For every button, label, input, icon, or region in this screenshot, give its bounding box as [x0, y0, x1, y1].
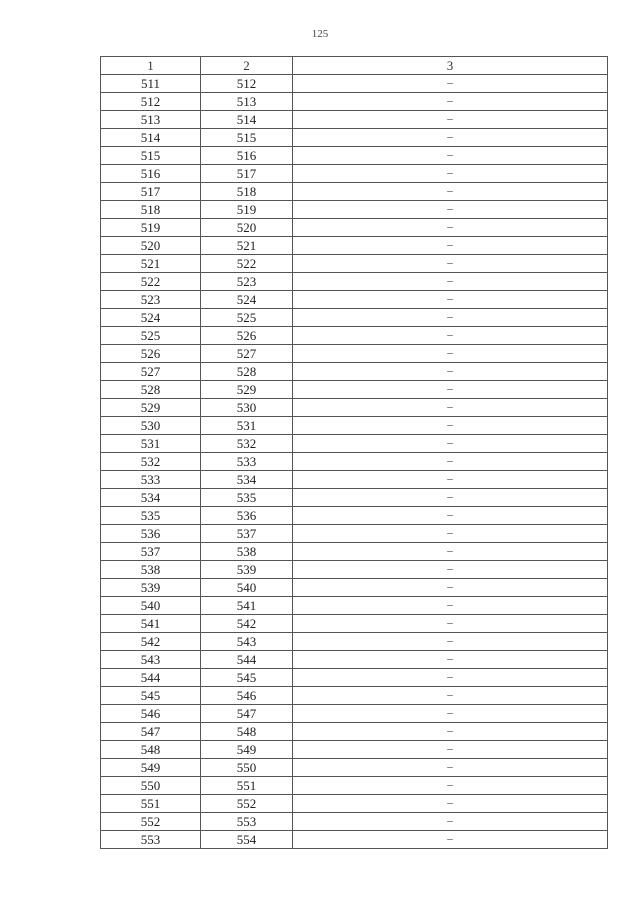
table-cell-col-1: 521 [101, 255, 201, 273]
table-cell-col-2: 535 [201, 489, 293, 507]
table-cell-col-3: – [293, 93, 608, 111]
table-cell-col-2: 527 [201, 345, 293, 363]
table-cell-col-3: – [293, 255, 608, 273]
table-cell-col-2: 542 [201, 615, 293, 633]
table-cell-col-1: 528 [101, 381, 201, 399]
table-cell-col-2: 541 [201, 597, 293, 615]
table-cell-col-2: 536 [201, 507, 293, 525]
table-row [101, 345, 608, 363]
table-cell-col-1: 527 [101, 363, 201, 381]
table-cell-col-1: 526 [101, 345, 201, 363]
table-cell-col-1: 553 [101, 831, 201, 849]
table-cell-col-1: 551 [101, 795, 201, 813]
table-row [101, 813, 608, 831]
table-cell-col-3: – [293, 615, 608, 633]
table-cell-col-2: 534 [201, 471, 293, 489]
table-cell-col-1: 548 [101, 741, 201, 759]
table-cell-col-2: 551 [201, 777, 293, 795]
table-cell-col-3: – [293, 363, 608, 381]
table-cell-col-3: – [293, 813, 608, 831]
table-cell-col-1: 518 [101, 201, 201, 219]
table-cell-col-2: 530 [201, 399, 293, 417]
table-cell-col-1: 552 [101, 813, 201, 831]
table-row [101, 579, 608, 597]
table-row [101, 489, 608, 507]
table-cell-col-1: 513 [101, 111, 201, 129]
table-cell-col-1: 543 [101, 651, 201, 669]
table-row [101, 597, 608, 615]
table-cell-col-3: – [293, 489, 608, 507]
table-cell-col-2: 537 [201, 525, 293, 543]
table-cell-col-2: 544 [201, 651, 293, 669]
table-row [101, 831, 608, 849]
table-cell-col-1: 511 [101, 75, 201, 93]
table-cell-col-1: 549 [101, 759, 201, 777]
table-row [101, 381, 608, 399]
table-cell-col-3: – [293, 831, 608, 849]
table-cell-col-3: – [293, 201, 608, 219]
table-cell-col-3: – [293, 723, 608, 741]
table-body [101, 75, 608, 849]
table-cell-col-3: – [293, 129, 608, 147]
column-header-3: 3 [293, 57, 608, 75]
table-row [101, 795, 608, 813]
table-cell-col-1: 520 [101, 237, 201, 255]
table-cell-col-2: 528 [201, 363, 293, 381]
table-cell-col-3: – [293, 777, 608, 795]
table-cell-col-2: 547 [201, 705, 293, 723]
table-cell-col-2: 515 [201, 129, 293, 147]
table-cell-col-2: 526 [201, 327, 293, 345]
table-cell-col-1: 535 [101, 507, 201, 525]
table-row [101, 147, 608, 165]
table-cell-col-2: 540 [201, 579, 293, 597]
table-cell-col-3: – [293, 633, 608, 651]
table-cell-col-1: 540 [101, 597, 201, 615]
table-cell-col-3: – [293, 507, 608, 525]
table-row [101, 453, 608, 471]
table-row [101, 201, 608, 219]
table-cell-col-3: – [293, 309, 608, 327]
table-cell-col-3: – [293, 219, 608, 237]
table-row [101, 705, 608, 723]
data-table [100, 56, 608, 849]
table-cell-col-2: 517 [201, 165, 293, 183]
table-cell-col-3: – [293, 345, 608, 363]
table-cell-col-1: 541 [101, 615, 201, 633]
table-cell-col-2: 553 [201, 813, 293, 831]
table-cell-col-1: 512 [101, 93, 201, 111]
table-cell-col-2: 532 [201, 435, 293, 453]
table-cell-col-3: – [293, 687, 608, 705]
table-cell-col-2: 549 [201, 741, 293, 759]
table-row [101, 327, 608, 345]
table-header-row [101, 57, 608, 75]
table-row [101, 363, 608, 381]
table-cell-col-3: – [293, 273, 608, 291]
table-row [101, 777, 608, 795]
table-cell-col-3: – [293, 75, 608, 93]
table-row [101, 219, 608, 237]
table-row [101, 633, 608, 651]
table-cell-col-2: 550 [201, 759, 293, 777]
table-row [101, 651, 608, 669]
table-cell-col-2: 552 [201, 795, 293, 813]
table-cell-col-2: 533 [201, 453, 293, 471]
table-cell-col-3: – [293, 597, 608, 615]
table-row [101, 417, 608, 435]
table-cell-col-3: – [293, 327, 608, 345]
table-cell-col-1: 544 [101, 669, 201, 687]
table-cell-col-3: – [293, 741, 608, 759]
table-cell-col-3: – [293, 453, 608, 471]
table-cell-col-2: 524 [201, 291, 293, 309]
table-row [101, 723, 608, 741]
table-cell-col-2: 513 [201, 93, 293, 111]
table-cell-col-2: 548 [201, 723, 293, 741]
table-cell-col-2: 546 [201, 687, 293, 705]
table-cell-col-3: – [293, 543, 608, 561]
table-cell-col-2: 531 [201, 417, 293, 435]
table-cell-col-2: 538 [201, 543, 293, 561]
table-cell-col-3: – [293, 705, 608, 723]
table-row [101, 525, 608, 543]
table-cell-col-3: – [293, 561, 608, 579]
table-row [101, 273, 608, 291]
table-cell-col-3: – [293, 417, 608, 435]
table-cell-col-1: 524 [101, 309, 201, 327]
table-cell-col-3: – [293, 165, 608, 183]
table-cell-col-1: 546 [101, 705, 201, 723]
table-row [101, 111, 608, 129]
table-cell-col-3: – [293, 525, 608, 543]
column-header-2: 2 [201, 57, 293, 75]
table-cell-col-3: – [293, 669, 608, 687]
table-cell-col-1: 537 [101, 543, 201, 561]
table-cell-col-3: – [293, 579, 608, 597]
table-row [101, 309, 608, 327]
table-cell-col-1: 522 [101, 273, 201, 291]
table-cell-col-3: – [293, 471, 608, 489]
table-cell-col-2: 522 [201, 255, 293, 273]
table-row [101, 741, 608, 759]
table-cell-col-2: 516 [201, 147, 293, 165]
table-row [101, 291, 608, 309]
table-row [101, 435, 608, 453]
table-row [101, 183, 608, 201]
table-row [101, 759, 608, 777]
table-cell-col-1: 519 [101, 219, 201, 237]
table-cell-col-2: 545 [201, 669, 293, 687]
table-cell-col-1: 539 [101, 579, 201, 597]
table-cell-col-2: 554 [201, 831, 293, 849]
table-cell-col-2: 523 [201, 273, 293, 291]
table-cell-col-1: 530 [101, 417, 201, 435]
table-cell-col-3: – [293, 111, 608, 129]
table-cell-col-1: 550 [101, 777, 201, 795]
table-cell-col-3: – [293, 651, 608, 669]
table-cell-col-3: – [293, 291, 608, 309]
table-cell-col-1: 514 [101, 129, 201, 147]
table-row [101, 669, 608, 687]
table-cell-col-3: – [293, 399, 608, 417]
table-row [101, 93, 608, 111]
table-cell-col-3: – [293, 237, 608, 255]
table-cell-col-3: – [293, 147, 608, 165]
table-cell-col-1: 515 [101, 147, 201, 165]
table-cell-col-2: 519 [201, 201, 293, 219]
table-cell-col-2: 529 [201, 381, 293, 399]
table-cell-col-1: 547 [101, 723, 201, 741]
table-cell-col-2: 521 [201, 237, 293, 255]
table-row [101, 507, 608, 525]
column-header-1: 1 [101, 57, 201, 75]
table-cell-col-2: 539 [201, 561, 293, 579]
table-cell-col-2: 514 [201, 111, 293, 129]
table-cell-col-3: – [293, 435, 608, 453]
table-cell-col-1: 529 [101, 399, 201, 417]
table-row [101, 75, 608, 93]
table-row [101, 471, 608, 489]
table-cell-col-2: 512 [201, 75, 293, 93]
table-cell-col-1: 545 [101, 687, 201, 705]
table-cell-col-3: – [293, 183, 608, 201]
table-cell-col-2: 525 [201, 309, 293, 327]
table-cell-col-2: 520 [201, 219, 293, 237]
table-row [101, 165, 608, 183]
table-cell-col-3: – [293, 795, 608, 813]
table-cell-col-3: – [293, 381, 608, 399]
table-cell-col-1: 533 [101, 471, 201, 489]
table-cell-col-1: 532 [101, 453, 201, 471]
table-cell-col-3: – [293, 759, 608, 777]
table-cell-col-1: 542 [101, 633, 201, 651]
table-cell-col-1: 536 [101, 525, 201, 543]
table-row [101, 687, 608, 705]
table-cell-col-2: 518 [201, 183, 293, 201]
table-cell-col-1: 531 [101, 435, 201, 453]
page-number: 125 [311, 28, 329, 40]
table-row [101, 399, 608, 417]
table-cell-col-1: 538 [101, 561, 201, 579]
table-cell-col-1: 516 [101, 165, 201, 183]
table-cell-col-1: 534 [101, 489, 201, 507]
table-cell-col-1: 525 [101, 327, 201, 345]
table-row [101, 561, 608, 579]
table-row [101, 543, 608, 561]
table-cell-col-1: 517 [101, 183, 201, 201]
table-cell-col-1: 523 [101, 291, 201, 309]
table-row [101, 615, 608, 633]
table-row [101, 255, 608, 273]
table-cell-col-2: 543 [201, 633, 293, 651]
table-row [101, 237, 608, 255]
table-row [101, 129, 608, 147]
